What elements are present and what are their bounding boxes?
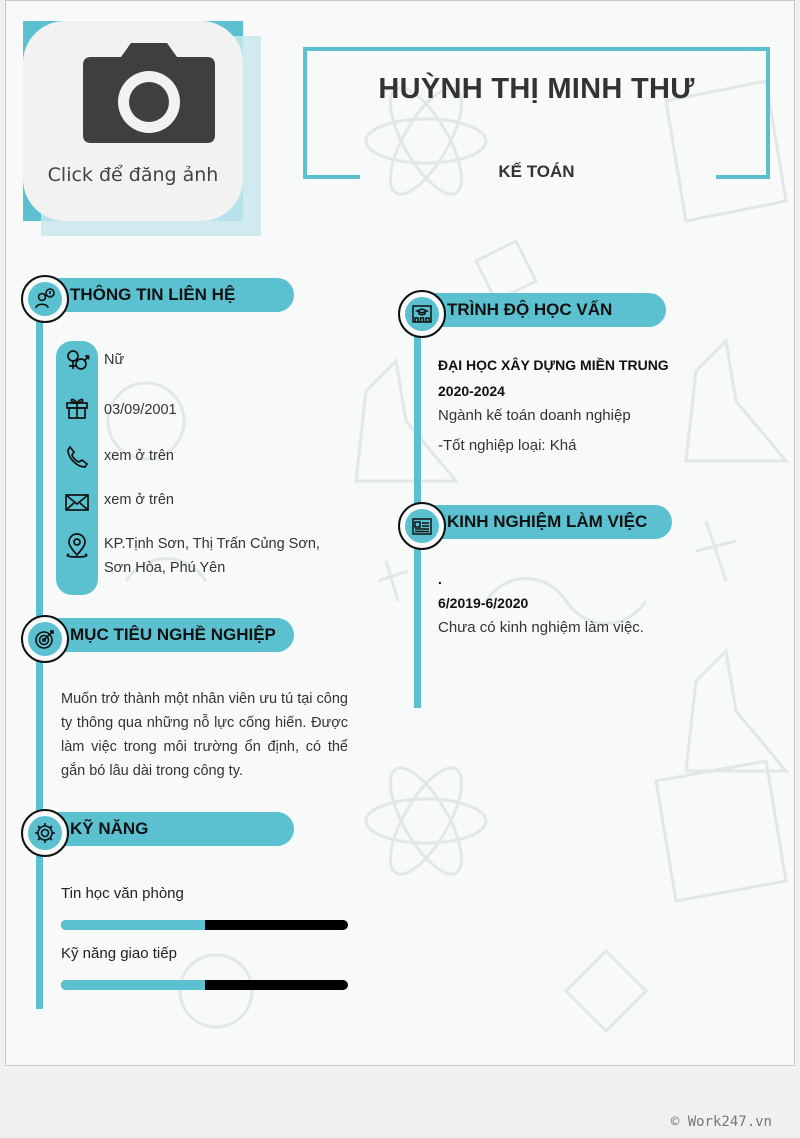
contact-email: xem ở trên (104, 492, 174, 508)
contact-phone: xem ở trên (104, 448, 174, 464)
contact-title: THÔNG TIN LIÊN HỆ (70, 285, 236, 304)
footer-watermark: © Work247.vn (670, 1114, 772, 1130)
gift-icon (64, 394, 90, 420)
name-frame (766, 47, 770, 179)
name-frame (303, 47, 307, 179)
skills-title: KỸ NĂNG (70, 819, 149, 838)
job-title: KẾ TOÁN (498, 162, 575, 181)
experience-badge (398, 502, 446, 550)
gender-icon (64, 347, 90, 373)
experience-period: 6/2019-6/2020 (438, 595, 529, 611)
objective-text: Muốn trở thành một nhân viên ưu tú tại công ty thông qua những nỗ lực cống hiến. Được làm việc trong môi trường ổn định, có thể gắn bó lâu dài trong công ty. (61, 691, 348, 779)
contact-info-icon (34, 288, 56, 310)
camera-icon (83, 43, 215, 143)
skills-badge (21, 809, 69, 857)
objective-badge (21, 615, 69, 663)
upload-photo-button[interactable] (23, 21, 243, 221)
skill-name: Tin học văn phòng (61, 885, 184, 902)
education-major: Ngành kế toán doanh nghiệp (438, 407, 631, 424)
phone-icon (64, 444, 90, 470)
photo-caption: Click để đăng ảnh (47, 164, 219, 186)
graduation-icon (411, 303, 433, 325)
contact-gender: Nữ (104, 352, 125, 368)
contact-badge (21, 275, 69, 323)
education-note: -Tốt nghiệp loại: Khá (438, 437, 577, 454)
name-frame (303, 47, 770, 51)
full-name: HUỲNH THỊ MINH THƯ (378, 73, 695, 105)
experience-description: Chưa có kinh nghiệm làm việc. (438, 619, 644, 636)
target-icon (34, 628, 56, 650)
cv-page (5, 0, 795, 1066)
resume-icon (411, 515, 433, 537)
skill-bar (61, 980, 348, 990)
contact-address-line1: KP.Tịnh Sơn, Thị Trấn Củng Sơn, (104, 536, 320, 552)
education-period: 2020-2024 (438, 383, 505, 399)
location-icon (64, 533, 90, 559)
education-title: TRÌNH ĐỘ HỌC VẤN (447, 300, 613, 319)
gear-icon (34, 822, 56, 844)
skill-name: Kỹ năng giao tiếp (61, 945, 177, 962)
experience-title: KINH NGHIỆM LÀM VIỆC (447, 512, 648, 531)
skill-bar (61, 920, 348, 930)
experience-company: . (438, 571, 442, 587)
skill-bar-fill (61, 920, 205, 930)
contact-address-line2: Sơn Hòa, Phú Yên (104, 560, 226, 576)
education-badge (398, 290, 446, 338)
education-school: ĐẠI HỌC XÂY DỰNG MIỀN TRUNG (438, 357, 669, 373)
email-icon (64, 489, 90, 515)
contact-birthday: 03/09/2001 (104, 402, 177, 418)
objective-title: MỤC TIÊU NGHỀ NGHIỆP (70, 625, 276, 644)
skill-bar-fill (61, 980, 205, 990)
